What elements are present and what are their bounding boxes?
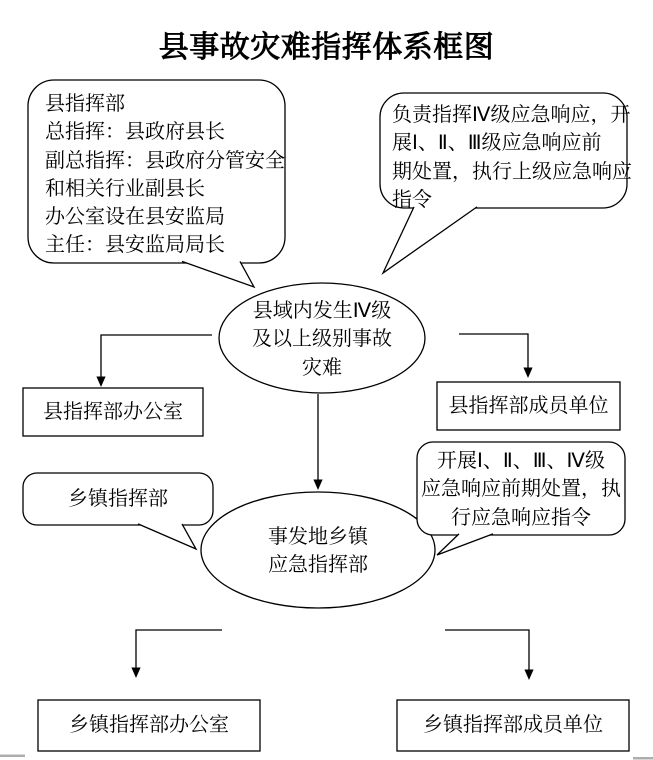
arrow-to-county-office bbox=[101, 335, 212, 377]
arrow-to-county-members-head bbox=[523, 368, 532, 379]
township-command-text: 事发地乡镇 应急指挥部 bbox=[268, 526, 368, 577]
county-members-label: 县指挥部成员单位 bbox=[448, 394, 609, 417]
page-edge-fragment-right bbox=[633, 757, 653, 760]
trigger-event-text: 县域内发生Ⅳ级 及以上级别事故 灾难 bbox=[252, 300, 392, 379]
township-hq-callout-tail bbox=[138, 524, 196, 549]
arrow-to-township-command-head bbox=[313, 480, 322, 491]
county-duty-callout-tail bbox=[383, 207, 477, 273]
county-duty-callout-text: 负责指挥Ⅳ级应急响应，开 展Ⅰ、Ⅱ、Ⅲ级应急响应前 期处置，执行上级应急响应 指令 bbox=[392, 104, 632, 211]
arrow-to-county-members bbox=[459, 334, 528, 368]
county-hq-callout-text: 县指挥部 总指挥：县政府县长 副总指挥：县政府分管安全 和相关行业副县长 办公室设在县安监局 主任：县安监局局长 bbox=[45, 93, 285, 257]
county-office-label: 县指挥部办公室 bbox=[43, 400, 183, 423]
township-hq-callout-text: 乡镇指挥部 bbox=[68, 487, 168, 510]
page-title: 县事故灾难指挥体系框图 bbox=[158, 31, 495, 64]
arrow-to-township-office-head bbox=[131, 668, 140, 679]
arrow-to-township-office bbox=[136, 630, 222, 668]
township-office-label: 乡镇指挥部办公室 bbox=[69, 714, 229, 737]
arrow-to-township-members bbox=[445, 630, 529, 670]
township-duty-callout-text: 开展Ⅰ、Ⅱ、Ⅲ、Ⅳ级 应急响应前期处置，执 行应急响应指令 bbox=[421, 450, 621, 529]
arrow-to-county-office-head bbox=[96, 377, 105, 388]
township-members-label: 乡镇指挥部成员单位 bbox=[423, 714, 603, 737]
township-duty-callout-tail bbox=[437, 534, 493, 555]
arrow-to-township-members-head bbox=[524, 670, 533, 681]
county-hq-callout-tail bbox=[182, 261, 254, 287]
page-edge-fragment-left bbox=[0, 755, 25, 758]
